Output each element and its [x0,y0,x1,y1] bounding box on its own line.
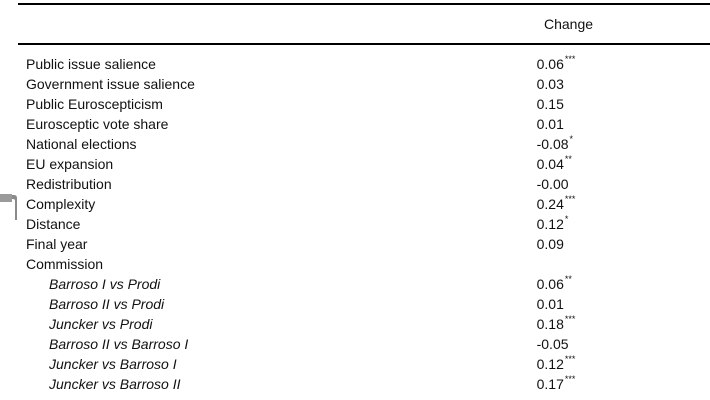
row-value-cell [537,94,686,114]
row-label: National elections [26,136,137,152]
significance-stars: *** [564,354,576,364]
row-value-cell [537,254,686,274]
table-row [26,314,686,334]
row-value-cell [537,314,686,334]
row-value: -0.08 [536,136,569,152]
table-row [26,234,686,254]
coefficient-table [26,54,686,394]
table-row [26,374,686,394]
row-value-cell [537,154,686,174]
table-body [26,54,686,394]
table-row [26,254,686,274]
row-value-cell [537,294,686,314]
table-row [26,74,686,94]
table-row [26,274,686,294]
significance-stars: ** [564,274,572,284]
significance-stars: ** [564,154,572,164]
row-label: Public issue salience [26,56,156,72]
row-label: Barroso I vs Prodi [49,276,161,292]
significance-stars: *** [564,314,576,324]
row-label: EU expansion [26,156,114,172]
table-header-rule [18,43,710,45]
significance-stars: *** [564,54,576,64]
row-value: 0.06 [536,56,564,72]
row-label: Public Euroscepticism [26,96,163,112]
row-value: 0.09 [536,236,564,252]
row-value: 0.04 [536,156,564,172]
row-value-cell [537,354,686,374]
row-value-cell [537,194,686,214]
significance-stars: * [564,214,569,224]
row-value-cell [537,274,686,294]
significance-stars: *** [564,194,576,204]
row-value: 0.01 [536,296,564,312]
row-label: Juncker vs Barroso II [49,376,181,392]
row-value-cell [537,334,686,354]
row-value-cell [537,214,686,234]
row-value-cell [537,54,686,74]
table-row [26,94,686,114]
row-label: Juncker vs Barroso I [49,356,177,372]
table-row [26,134,686,154]
row-value: 0.06 [536,276,564,292]
row-label: Distance [26,216,81,232]
table-row [26,194,686,214]
row-label: Barroso II vs Barroso I [49,336,189,352]
row-label: Government issue salience [26,76,195,92]
row-label: Eurosceptic vote share [26,116,169,132]
row-label: Complexity [26,196,96,212]
table-row [26,174,686,194]
table-row [26,354,686,374]
row-value: 0.24 [536,196,564,212]
column-header-change: Change [544,16,594,32]
table-row [26,114,686,134]
row-value-cell [537,114,686,134]
row-value: 0.17 [536,376,564,392]
row-label: Barroso II vs Prodi [49,296,165,312]
table-row [26,334,686,354]
row-value: 0.12 [536,216,564,232]
table-row [26,294,686,314]
significance-stars: * [569,134,574,144]
row-value-cell [537,134,686,154]
row-value: 0.12 [536,356,564,372]
table-row [26,154,686,174]
table-row [26,54,686,74]
row-value: -0.00 [536,176,569,192]
side-handle-icon[interactable] [0,192,18,220]
row-value: 0.03 [536,76,564,92]
row-label: Redistribution [26,176,112,192]
row-value-cell [537,234,686,254]
row-label: Final year [26,236,88,252]
row-value-cell [537,374,686,394]
row-value-cell [537,174,686,194]
row-value: 0.01 [536,116,564,132]
row-label: Commission [26,256,104,272]
row-value: -0.05 [536,336,569,352]
table-top-rule [18,3,710,5]
row-value-cell [537,74,686,94]
significance-stars: *** [564,374,576,384]
row-label: Juncker vs Prodi [49,316,153,332]
row-value: 0.18 [536,316,564,332]
row-value: 0.15 [536,96,564,112]
table-row [26,214,686,234]
